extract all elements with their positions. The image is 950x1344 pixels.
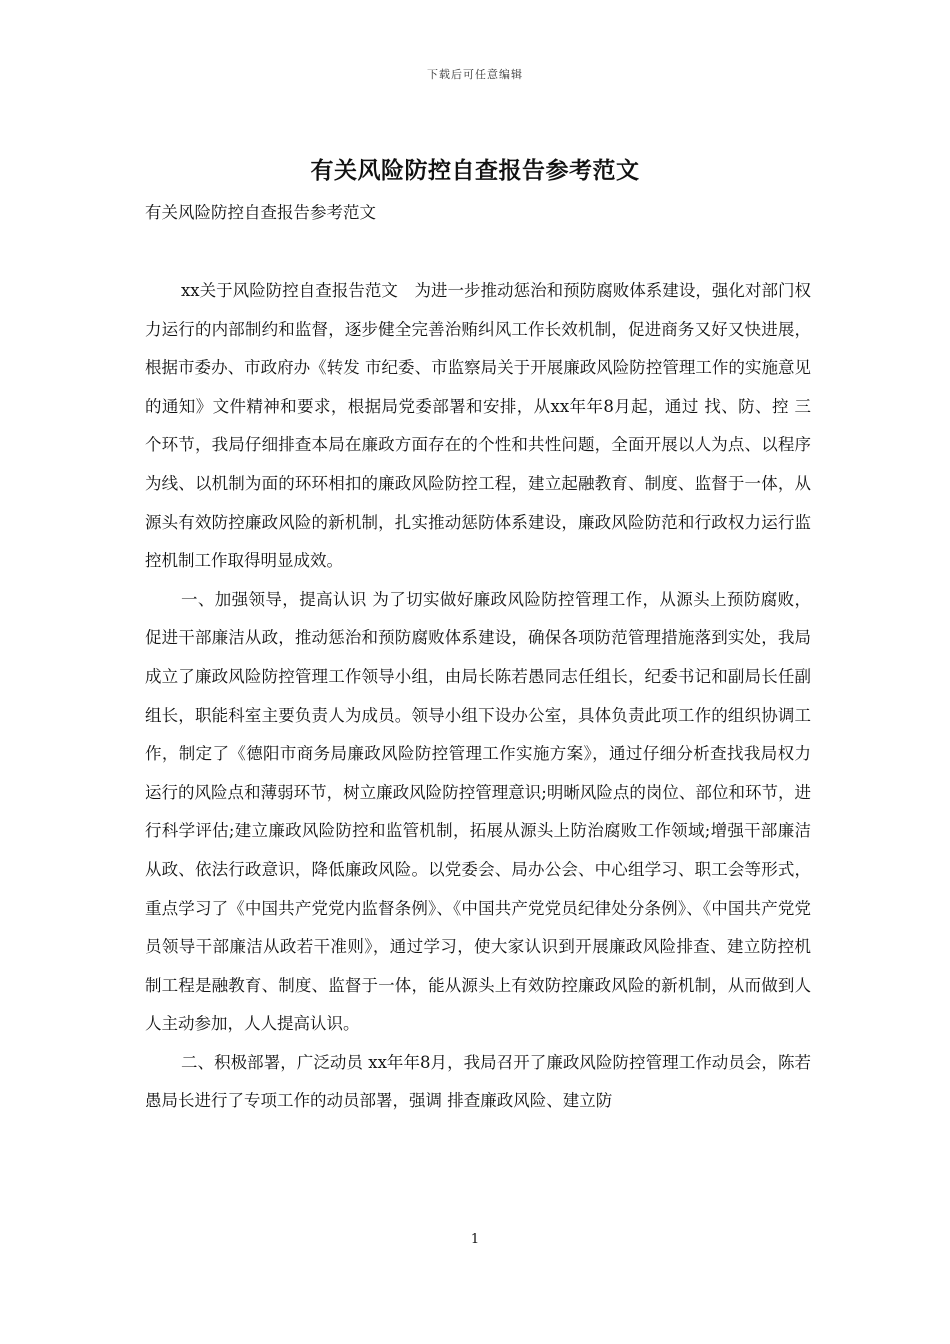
document-title: 有关风险防控自查报告参考范文: [310, 157, 640, 184]
document-body: [145, 272, 811, 1121]
paragraph-intro: xx关于风险防控自查报告范文 为进一步推动惩治和预防腐败体系建设，强化对部门权力运行的内部制约和监督，逐步健全完善治贿纠风工作长效机制，促进商务又好又快进展，根据市委办、市政府办《转发 市纪委、市监察局关于开展廉政风险防控管理工作的实施意见 的通知》文件精神和要求，根据局党委部署和安排，从xx年年8月起，通过 找、防、控 三个环节，我局仔细排查本局在廉政方面存在的个性和共性问题，全面开展以人为点、以程序为线、以机制为面的环环相扣的廉政风险防控工程，建立起融教育、制度、监督于一体，从源头有效防控廉政风险的新机制，扎实推动惩防体系建设，廉政风险防范和行政权力运行监控机制工作取得明显成效。: [145, 281, 811, 571]
header-note: 下载后可任意编辑: [427, 68, 523, 81]
page-number: 1: [470, 1232, 480, 1247]
paragraph-section-1: 一、加强领导，提高认识 为了切实做好廉政风险防控管理工作，从源头上预防腐败，促进干部廉洁从政，推动惩治和预防腐败体系建设，确保各项防范管理措施落到实处，我局成立了廉政风险防控管理工作领导小组，由局长陈若愚同志任组长，纪委书记和副局长任副组长，职能科室主要负责人为成员。领导小组下设办公室，具体负责此项工作的组织协调工作，制定了《德阳市商务局廉政风险防控管理工作实施方案》，通过仔细分析查找我局权力运行的风险点和薄弱环节，树立廉政风险防控管理意识;明晰风险点的岗位、部位和环节，进行科学评估;建立廉政风险防控和监管机制，拓展从源头上防治腐败工作领域;增强干部廉洁从政、依法行政意识，降低廉政风险。以党委会、局办公会、中心组学习、职工会等形式，重点学习了《中国共产党党内监督条例》、《中国共产党党员纪律处分条例》、《中国共产党党员领导干部廉洁从政若干准则》，通过学习，使大家认识到开展廉政风险排查、建立防控机制工程是融教育、制度、监督于一体，能从源头上有效防控廉政风险的新机制，从而做到人人主动参加，人人提高认识。: [145, 589, 811, 1034]
document-subtitle: 有关风险防控自查报告参考范文: [145, 203, 376, 222]
paragraph-section-2: 二、积极部署，广泛动员 xx年年8月，我局召开了廉政风险防控管理工作动员会，陈若愚局长进行了专项工作的动员部署，强调 排查廉政风险、建立防: [145, 1052, 811, 1111]
